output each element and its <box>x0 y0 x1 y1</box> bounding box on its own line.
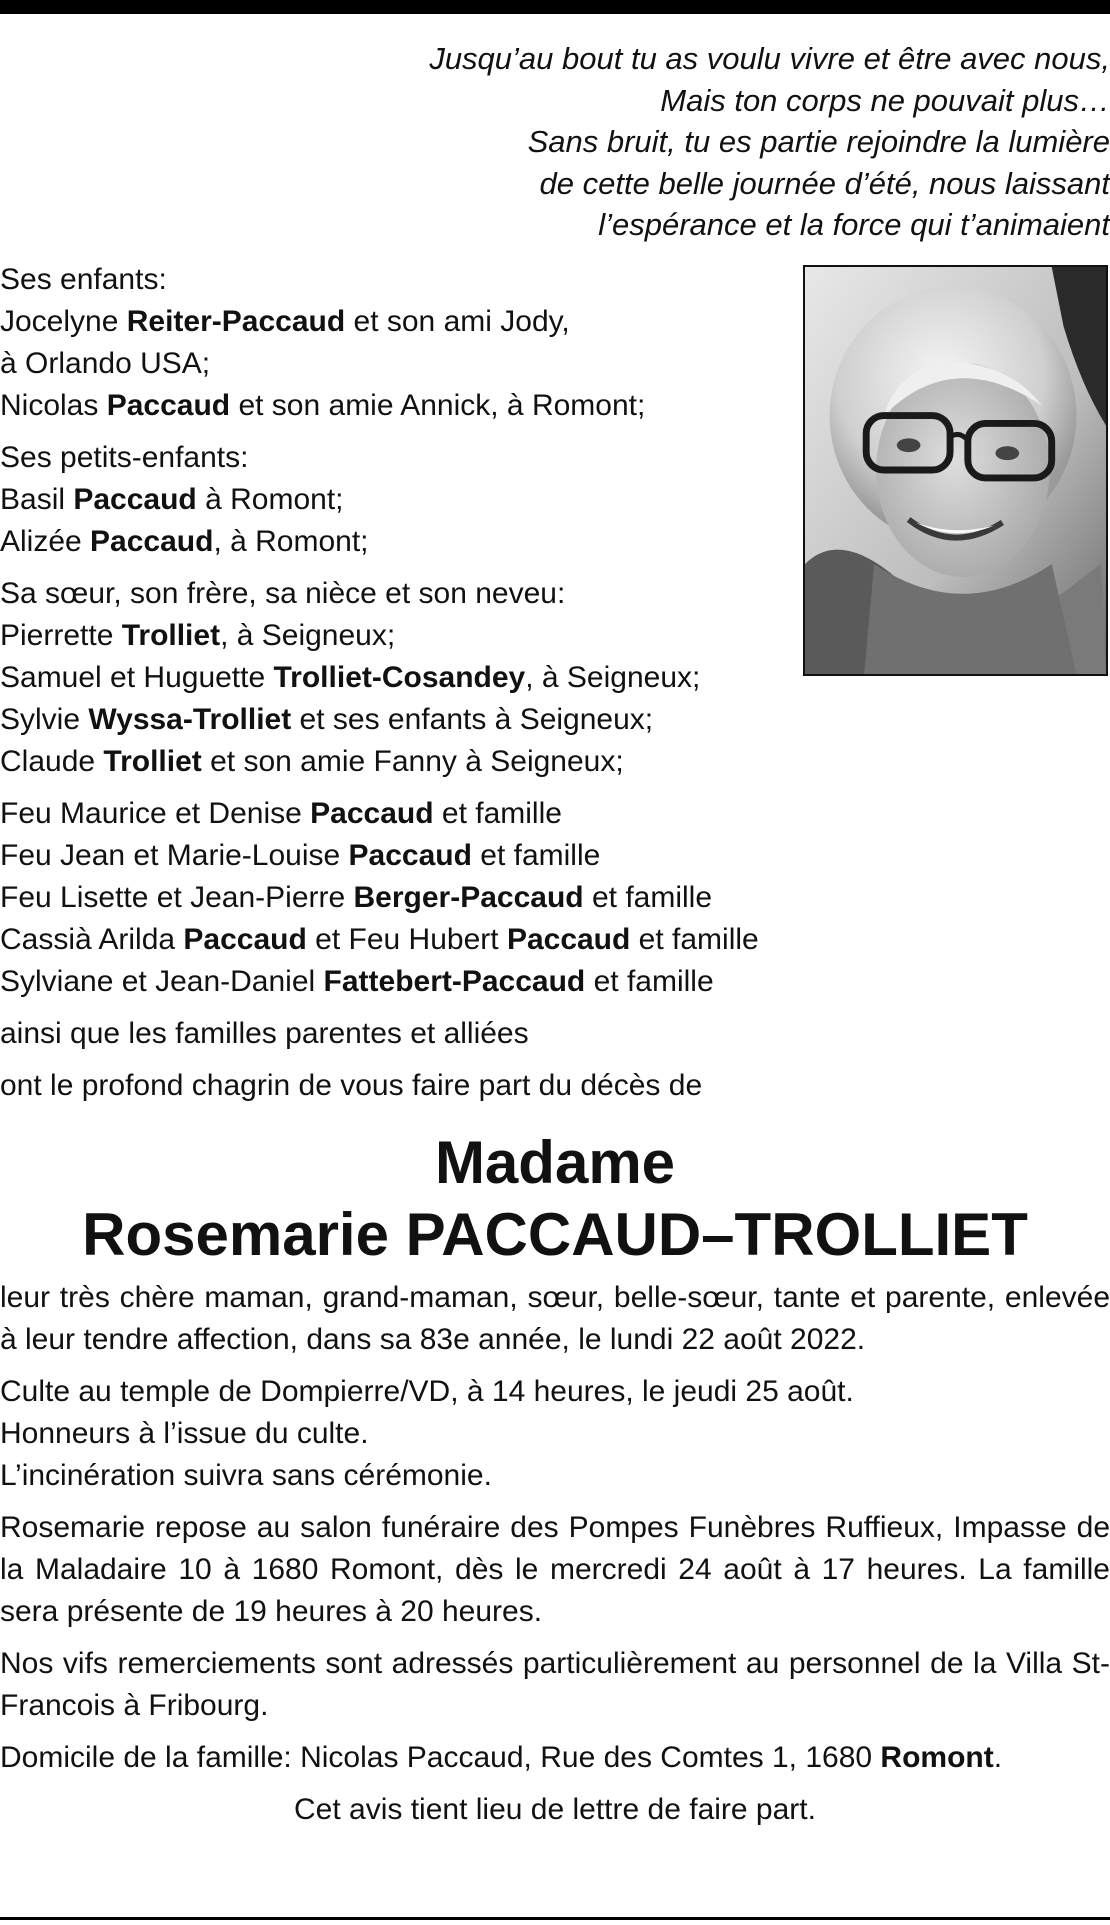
text: Feu Maurice et Denise <box>0 797 311 830</box>
town: Romont <box>880 1741 994 1774</box>
family-line <box>0 699 1110 741</box>
siblings-section <box>0 573 1110 783</box>
surname: Fattebert-Paccaud <box>323 965 586 998</box>
children-section <box>0 259 1110 427</box>
section-heading: Ses petits-enfants: <box>0 441 249 474</box>
text: Feu Jean et Marie-Louise <box>0 839 349 872</box>
bottom-rule <box>0 1917 1110 1920</box>
family-line <box>0 385 1110 427</box>
text: Jocelyne <box>0 305 127 338</box>
text: et famille <box>583 881 713 914</box>
text: Feu Lisette et Jean-Pierre <box>0 881 354 914</box>
families-section <box>0 793 1110 1003</box>
surname: Paccaud <box>73 483 197 516</box>
text: Alizée <box>0 525 91 558</box>
surname: Paccaud <box>183 923 307 956</box>
text: Cassià Arilda <box>0 923 184 956</box>
poem-line: l’espérance et la force qui t’animaient <box>598 207 1110 242</box>
surname: Wyssa-Trolliet <box>88 703 292 736</box>
deceased-name: Rosemarie PACCAUD–TROLLIET <box>82 1201 1028 1268</box>
poem <box>310 38 1110 246</box>
surname: Paccaud <box>348 839 472 872</box>
text: Claude <box>0 745 104 778</box>
section-heading: Ses enfants: <box>0 263 167 296</box>
text: . <box>993 1741 1003 1774</box>
domicile-line <box>0 1737 1110 1779</box>
surname: Paccaud <box>506 923 631 956</box>
text: , à Romont; <box>213 525 369 558</box>
text: Samuel et Huguette <box>0 661 274 694</box>
text: et son ami Jody, <box>345 305 570 338</box>
service-line: L’incinération suivra sans cérémonie. <box>0 1459 492 1492</box>
poem-line: Mais ton corps ne pouvait plus… <box>660 82 1110 118</box>
surname: Paccaud <box>106 389 231 422</box>
poem-line: Sans bruit, tu es partie rejoindre la lumière <box>527 124 1110 159</box>
grandchildren-section <box>0 437 1110 563</box>
text: et famille <box>471 839 601 872</box>
family-line <box>0 793 1110 835</box>
family-line <box>0 615 1110 657</box>
text: à Romont; <box>196 483 344 516</box>
family-line <box>0 741 1110 783</box>
text: Pierrette <box>0 619 122 652</box>
poem-line: de cette belle journée d’été, nous laissant <box>539 165 1110 201</box>
surname: Trolliet <box>103 745 202 778</box>
service-line: Culte au temple de Dompierre/VD, à 14 heures, le jeudi 25 août. <box>0 1375 854 1408</box>
tribute-paragraph: leur très chère maman, grand-maman, sœur, belle-sœur, tante et parente, enlevée à leur tendre affection, dans sa 83e année, le lundi 22 août 2022. <box>0 1281 1110 1356</box>
surname: Trolliet <box>121 619 221 652</box>
text: , à Seigneux; <box>525 661 701 694</box>
text: et son amie Fanny à Seigneux; <box>201 745 624 778</box>
surname: Trolliet-Cosandey <box>273 661 526 694</box>
relatives-line: ainsi que les familles parentes et alliées <box>0 1017 529 1050</box>
text: et Feu Hubert <box>306 923 507 956</box>
top-rule <box>0 0 1110 14</box>
family-line <box>0 877 1110 919</box>
text: Basil <box>0 483 74 516</box>
family-line: à Orlando USA; <box>0 347 211 380</box>
announcement-line: ont le profond chagrin de vous faire part du décès de <box>0 1069 703 1102</box>
text: Domicile de la famille: Nicolas Paccaud, Rue des Comtes 1, 1680 <box>0 1741 881 1774</box>
text: et ses enfants à Seigneux; <box>291 703 654 736</box>
surname: Reiter-Paccaud <box>126 305 346 338</box>
deceased-name-block <box>0 1127 1110 1271</box>
text: Sylvie <box>0 703 89 736</box>
thanks-paragraph: Nos vifs remerciements sont adressés particulièrement au personnel de la Villa St-Francois à Fribourg. <box>0 1647 1110 1722</box>
poem-line: Jusqu’au bout tu as voulu vivre et être avec nous, <box>429 41 1110 76</box>
deceased-title: Madame <box>434 1129 676 1196</box>
family-line <box>0 479 1110 521</box>
text: et famille <box>630 923 759 956</box>
obituary-body <box>0 259 1110 1841</box>
text: et famille <box>433 797 562 830</box>
service-line: Honneurs à l’issue du culte. <box>0 1417 369 1450</box>
family-line <box>0 919 1110 961</box>
family-line <box>0 301 1110 343</box>
closing-line: Cet avis tient lieu de lettre de faire part. <box>294 1793 816 1826</box>
family-line <box>0 961 1110 1003</box>
surname: Berger-Paccaud <box>353 881 584 914</box>
text: , à Seigneux; <box>220 619 396 652</box>
family-line <box>0 657 1110 699</box>
text: Nicolas <box>0 389 107 422</box>
section-heading: Sa sœur, son frère, sa nièce et son neveu: <box>0 577 566 610</box>
rests-paragraph: Rosemarie repose au salon funéraire des Pompes Funèbres Ruffieux, Impasse de la Maladaire 10 à 1680 Romont, dès le mercredi 24 août à 17 heures. La famille sera présente de 19 heures à 20 heures. <box>0 1511 1110 1628</box>
text: et famille <box>585 965 714 998</box>
family-line <box>0 835 1110 877</box>
family-line <box>0 521 1110 563</box>
text: Sylviane et Jean-Daniel <box>0 965 324 998</box>
service-section <box>0 1371 1110 1497</box>
surname: Paccaud <box>310 797 434 830</box>
surname: Paccaud <box>90 525 214 558</box>
text: et son amie Annick, à Romont; <box>230 389 646 422</box>
